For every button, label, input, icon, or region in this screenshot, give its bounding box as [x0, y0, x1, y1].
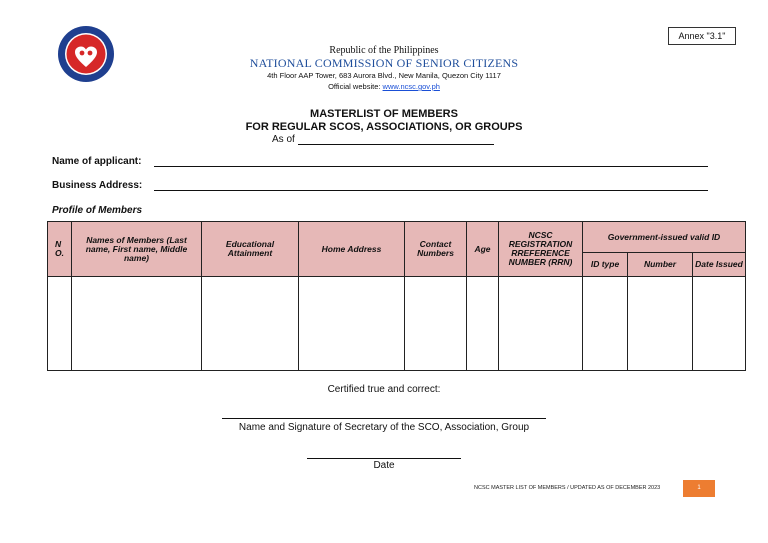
as-of-label: As of [272, 134, 295, 145]
cell-education[interactable] [202, 277, 299, 371]
col-home-address: Home Address [299, 222, 405, 277]
date-label: Date [373, 460, 395, 471]
ncsc-logo [56, 25, 116, 83]
business-address-line[interactable] [154, 190, 708, 191]
as-of-line[interactable] [298, 144, 494, 145]
cell-id-type[interactable] [583, 277, 628, 371]
website-link[interactable]: www.ncsc.gov.ph [382, 82, 440, 91]
profile-label: Profile of Members [52, 205, 143, 216]
business-address-label: Business Address: [52, 180, 143, 191]
col-id-type: ID type [583, 253, 628, 277]
republic-line: Republic of the Philippines [329, 45, 439, 56]
annex-label: Annex "3.1" [668, 27, 736, 45]
cell-no[interactable] [48, 277, 72, 371]
date-line[interactable] [307, 458, 461, 459]
table-row [48, 277, 746, 371]
form-title: MASTERLIST OF MEMBERS [310, 108, 458, 120]
agency-address: 4th Floor AAP Tower, 683 Aurora Blvd., New Manila, Quezon City 1117 [267, 71, 501, 80]
col-contact: Contact Numbers [405, 222, 467, 277]
col-gov-id: Government-issued valid ID [583, 222, 746, 253]
page-number: 1 [683, 480, 715, 497]
form-subtitle: FOR REGULAR SCOS, ASSOCIATIONS, OR GROUPS [245, 121, 523, 133]
website-line [200, 82, 568, 91]
cell-date-issued[interactable] [693, 277, 746, 371]
certification-text: Certified true and correct: [327, 384, 441, 395]
signature-line[interactable] [222, 418, 546, 419]
cell-names[interactable] [72, 277, 202, 371]
cell-contact[interactable] [405, 277, 467, 371]
col-names: Names of Members (Last name, First name, Middle name) [72, 222, 202, 277]
col-education: Educational Attainment [202, 222, 299, 277]
col-number: Number [628, 253, 693, 277]
col-date-issued: Date Issued [693, 253, 746, 277]
agency-name: NATIONAL COMMISSION OF SENIOR CITIZENS [249, 56, 519, 70]
signature-label: Name and Signature of Secretary of the SCO, Association, Group [238, 422, 530, 433]
cell-rrn[interactable] [499, 277, 583, 371]
applicant-line[interactable] [154, 166, 708, 167]
cell-number[interactable] [628, 277, 693, 371]
members-table [47, 221, 746, 371]
website-label: Official website: [328, 82, 383, 91]
col-no: N O. [48, 222, 72, 277]
footer-text: NCSC MASTER LIST OF MEMBERS / UPDATED AS OF DECEMBER 2023 [474, 485, 661, 491]
cell-age[interactable] [467, 277, 499, 371]
col-age: Age [467, 222, 499, 277]
cell-home-address[interactable] [299, 277, 405, 371]
col-rrn: NCSC REGISTRATION RREFERENCE NUMBER (RRN) [499, 222, 583, 277]
applicant-label: Name of applicant: [52, 156, 142, 167]
